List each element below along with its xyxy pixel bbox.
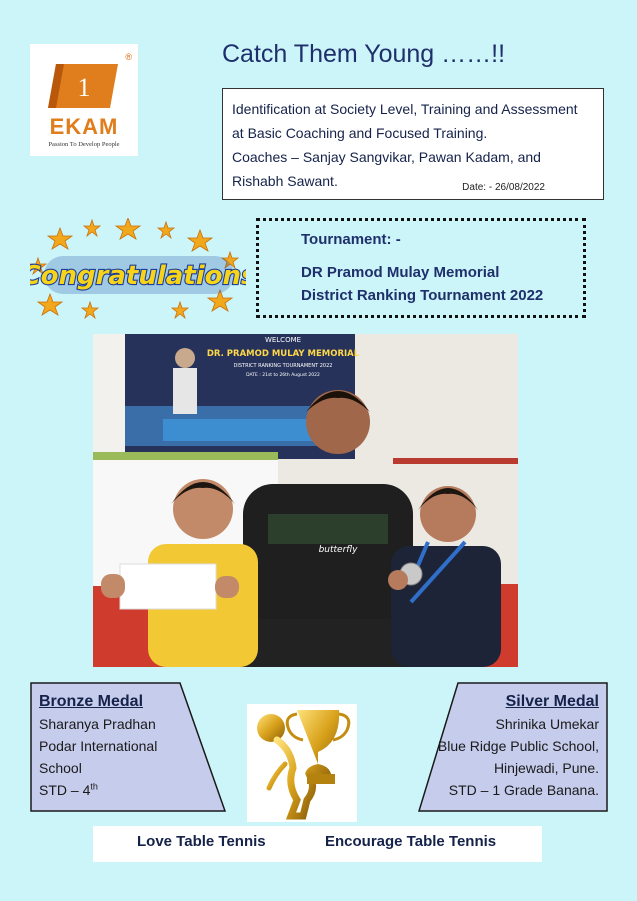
registered-mark: ® xyxy=(125,52,132,62)
logo-number: 1 xyxy=(77,73,91,102)
logo-brand: EKAM xyxy=(49,114,119,139)
tournament-box xyxy=(256,218,586,318)
info-line: Identification at Society Level, Training and Assessment xyxy=(232,101,578,117)
trophy-icon xyxy=(247,704,357,822)
bronze-winner-name: Sharanya Pradhan xyxy=(39,716,156,732)
silver-heading: Silver Medal xyxy=(505,693,599,710)
bronze-std-text: STD – 4 xyxy=(39,782,91,798)
tournament-name-line2: District Ranking Tournament 2022 xyxy=(301,287,544,304)
bronze-std xyxy=(39,779,157,801)
silver-school-line2: Hinjewadi, Pune. xyxy=(493,760,599,776)
info-line: at Basic Coaching and Focused Training. xyxy=(232,125,488,141)
silver-medal-panel xyxy=(418,682,608,812)
page-title: Catch Them Young ……!! xyxy=(222,40,506,68)
bronze-medal-panel xyxy=(30,682,226,812)
silver-winner-name: Shrinika Umekar xyxy=(495,716,599,732)
footer-banner xyxy=(93,826,542,862)
ekam-flag-icon xyxy=(48,62,120,110)
shirt-logo: butterfly xyxy=(318,545,358,555)
winners-photo xyxy=(93,334,518,667)
tournament-label: Tournament: - xyxy=(301,231,401,248)
banner-title: DR. PRAMOD MULAY MEMORIAL xyxy=(206,349,360,359)
bronze-heading: Bronze Medal xyxy=(39,693,144,710)
info-line: Coaches – Sanjay Sangvikar, Pawan Kadam, and xyxy=(232,149,541,165)
info-date: Date: - 26/08/2022 xyxy=(462,182,545,193)
silver-std: STD – 1 Grade Banana. xyxy=(448,782,599,798)
info-box xyxy=(222,88,604,200)
trophy-image xyxy=(247,704,357,822)
bronze-school-line2: School xyxy=(39,760,82,776)
banner-date: DATE : 21st to 26th August 2022 xyxy=(246,373,320,378)
silver-school-line1: Blue Ridge Public School, xyxy=(437,738,599,754)
bronze-school-line1: Podar International xyxy=(39,738,158,754)
tournament-name-line1: DR Pramod Mulay Memorial xyxy=(301,264,500,281)
info-line: Rishabh Sawant. xyxy=(232,173,338,189)
congratulations-text: Congratulations xyxy=(30,261,246,291)
logo-tagline: Passion To Develop People xyxy=(48,141,120,148)
banner-subtitle: DISTRICT RANKING TOURNAMENT 2022 xyxy=(233,363,333,369)
banner-welcome: WELCOME xyxy=(264,336,302,344)
ekam-logo xyxy=(30,44,138,156)
bronze-std-suffix: th xyxy=(90,781,98,792)
slogan-encourage-table-tennis: Encourage Table Tennis xyxy=(325,833,497,850)
congratulations-graphic xyxy=(30,218,246,322)
slogan-love-table-tennis: Love Table Tennis xyxy=(137,833,266,850)
